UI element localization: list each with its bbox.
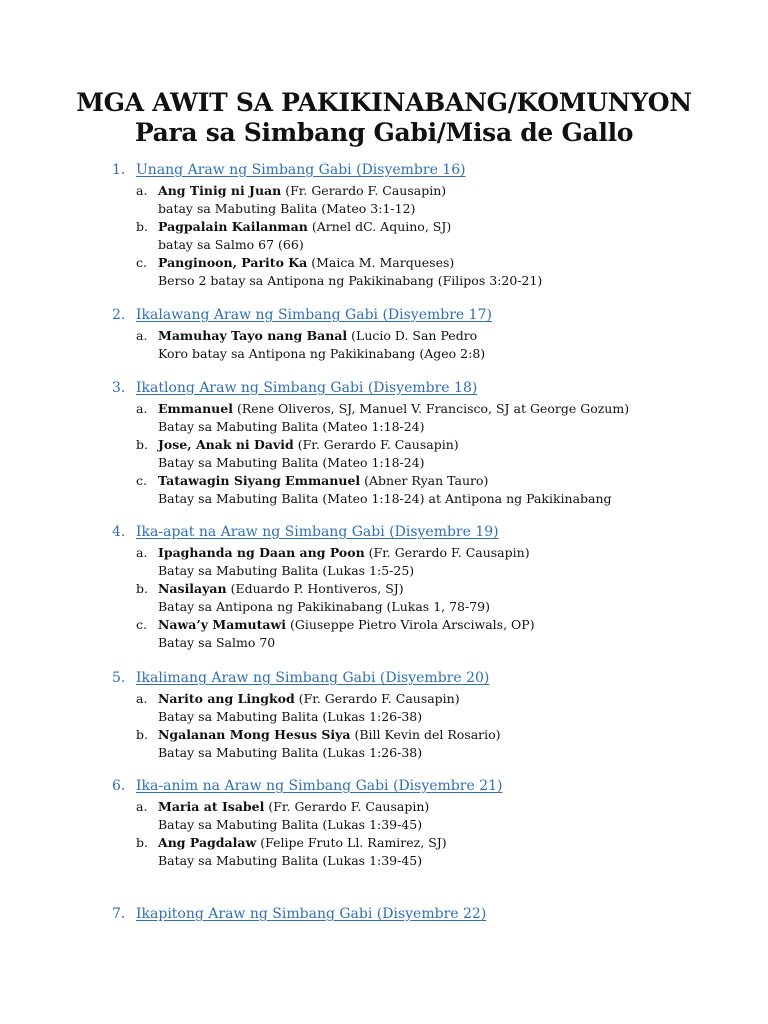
song-item-letter: a. [136,545,148,560]
song-scripture-basis: batay sa Salmo 67 (66) [158,237,304,252]
song-title-line [158,472,488,490]
song-scripture-basis: Berso 2 batay sa Antipona ng Pakikinabang (Filipos 3:20-21) [158,273,543,288]
song-title: Nasilayan [158,581,227,596]
section-number: 6. [112,778,126,794]
song-scripture-basis: Batay sa Salmo 70 [158,635,276,650]
song-scripture-basis: Batay sa Mabuting Balita (Lukas 1:5-25) [158,563,415,578]
song-scripture-basis: Batay sa Mabuting Balita (Mateo 1:18-24) [158,419,425,434]
section-number: 5. [112,670,126,686]
section-title-link[interactable]: Ika-anim na Araw ng Simbang Gabi (Disyembre 21) [136,778,503,794]
song-composer: (Fr. Gerardo F. Causapin) [281,183,447,198]
song-item-letter: a. [136,401,148,416]
song-item-letter: c. [136,255,147,270]
song-title: Pagpalain Kailanman [158,219,308,234]
song-title-line [158,726,501,744]
song-scripture-basis: Koro batay sa Antipona ng Pakikinabang (Ageo 2:8) [158,346,486,361]
section-heading [0,776,768,796]
song-title: Mamuhay Tayo nang Banal [158,328,348,343]
song-title: Jose, Anak ni David [158,437,294,452]
section-heading [0,378,768,398]
song-title-line [158,690,460,708]
song-title: Emmanuel [158,401,233,416]
song-item-letter: c. [136,617,147,632]
song-title-line [158,182,446,200]
song-title-line [158,580,404,598]
section-heading [0,668,768,688]
song-title-line [158,616,535,634]
song-scripture-basis: Batay sa Antipona ng Pakikinabang (Lukas 1, 78-79) [158,599,491,614]
song-item-letter: a. [136,183,148,198]
section-number: 4. [112,524,126,540]
song-scripture-basis: Batay sa Mabuting Balita (Lukas 1:39-45) [158,817,423,832]
song-item-letter: b. [136,219,148,234]
song-title: Maria at Isabel [158,799,265,814]
song-title: Ngalanan Mong Hesus Siya [158,727,351,742]
song-item-letter: a. [136,691,148,706]
song-title-line [158,798,429,816]
song-scripture-basis: Batay sa Mabuting Balita (Lukas 1:26-38) [158,709,423,724]
song-title-line [158,544,530,562]
song-title-line [158,834,447,852]
song-item-letter: b. [136,581,148,596]
song-composer: (Fr. Gerardo F. Causapin) [294,691,460,706]
song-title: Ipaghanda ng Daan ang Poon [158,545,365,560]
song-scripture-basis: Batay sa Mabuting Balita (Mateo 1:18-24) at Antipona ng Pakikinabang [158,491,612,506]
song-item-letter: a. [136,799,148,814]
song-title: Nawa’y Mamutawi [158,617,286,632]
song-title: Narito ang Lingkod [158,691,295,706]
section-number: 2. [112,307,126,323]
song-title-line [158,327,477,345]
song-title-line [158,436,459,454]
document-title [0,88,768,148]
song-title-line [158,400,629,418]
song-scripture-basis: batay sa Mabuting Balita (Mateo 3:1-12) [158,201,416,216]
song-item-letter: c. [136,473,147,488]
section-heading [0,305,768,325]
song-composer: (Bill Kevin del Rosario) [350,727,501,742]
song-item-letter: b. [136,437,148,452]
section-number: 3. [112,380,126,396]
song-item-letter: b. [136,835,148,850]
section-heading [0,522,768,542]
section-title-link[interactable]: Ikalimang Araw ng Simbang Gabi (Disyembre 20) [136,670,490,686]
song-scripture-basis: Batay sa Mabuting Balita (Mateo 1:18-24) [158,455,425,470]
song-composer: (Abner Ryan Tauro) [360,473,489,488]
song-title: Ang Pagdalaw [158,835,257,850]
song-composer: (Felipe Fruto Ll. Ramirez, SJ) [256,835,447,850]
song-composer: (Arnel dC. Aquino, SJ) [307,219,452,234]
song-title-line [158,254,454,272]
section-heading [0,904,768,924]
section-title-link[interactable]: Ika-apat na Araw ng Simbang Gabi (Disyembre 19) [136,524,499,540]
section-number: 1. [112,162,126,178]
song-composer: (Maica M. Marqueses) [307,255,455,270]
song-title-line [158,218,451,236]
song-title: Tatawagin Siyang Emmanuel [158,473,361,488]
section-title-link[interactable]: Unang Araw ng Simbang Gabi (Disyembre 16) [136,162,466,178]
song-title: Panginoon, Parito Ka [158,255,308,270]
song-composer: (Giuseppe Pietro Virola Arsciwals, OP) [286,617,535,632]
song-composer: (Lucio D. San Pedro [347,328,478,343]
song-scripture-basis: Batay sa Mabuting Balita (Lukas 1:39-45) [158,853,423,868]
song-composer: (Eduardo P. Hontiveros, SJ) [226,581,404,596]
section-number: 7. [112,906,126,922]
section-heading [0,160,768,180]
section-title-link[interactable]: Ikapitong Araw ng Simbang Gabi (Disyembre 22) [136,906,487,922]
title-line-2: Para sa Simbang Gabi/Misa de Gallo [134,118,634,147]
song-item-letter: b. [136,727,148,742]
song-composer: (Rene Oliveros, SJ, Manuel V. Francisco, SJ at George Gozum) [232,401,630,416]
song-composer: (Fr. Gerardo F. Causapin) [364,545,530,560]
song-scripture-basis: Batay sa Mabuting Balita (Lukas 1:26-38) [158,745,423,760]
song-composer: (Fr. Gerardo F. Causapin) [264,799,430,814]
song-title: Ang Tinig ni Juan [158,183,282,198]
song-composer: (Fr. Gerardo F. Causapin) [293,437,459,452]
song-item-letter: a. [136,328,148,343]
title-line-1: MGA AWIT SA PAKIKINABANG/KOMUNYON [76,88,692,117]
section-title-link[interactable]: Ikatlong Araw ng Simbang Gabi (Disyembre 18) [136,380,478,396]
section-title-link[interactable]: Ikalawang Araw ng Simbang Gabi (Disyembre 17) [136,307,492,323]
